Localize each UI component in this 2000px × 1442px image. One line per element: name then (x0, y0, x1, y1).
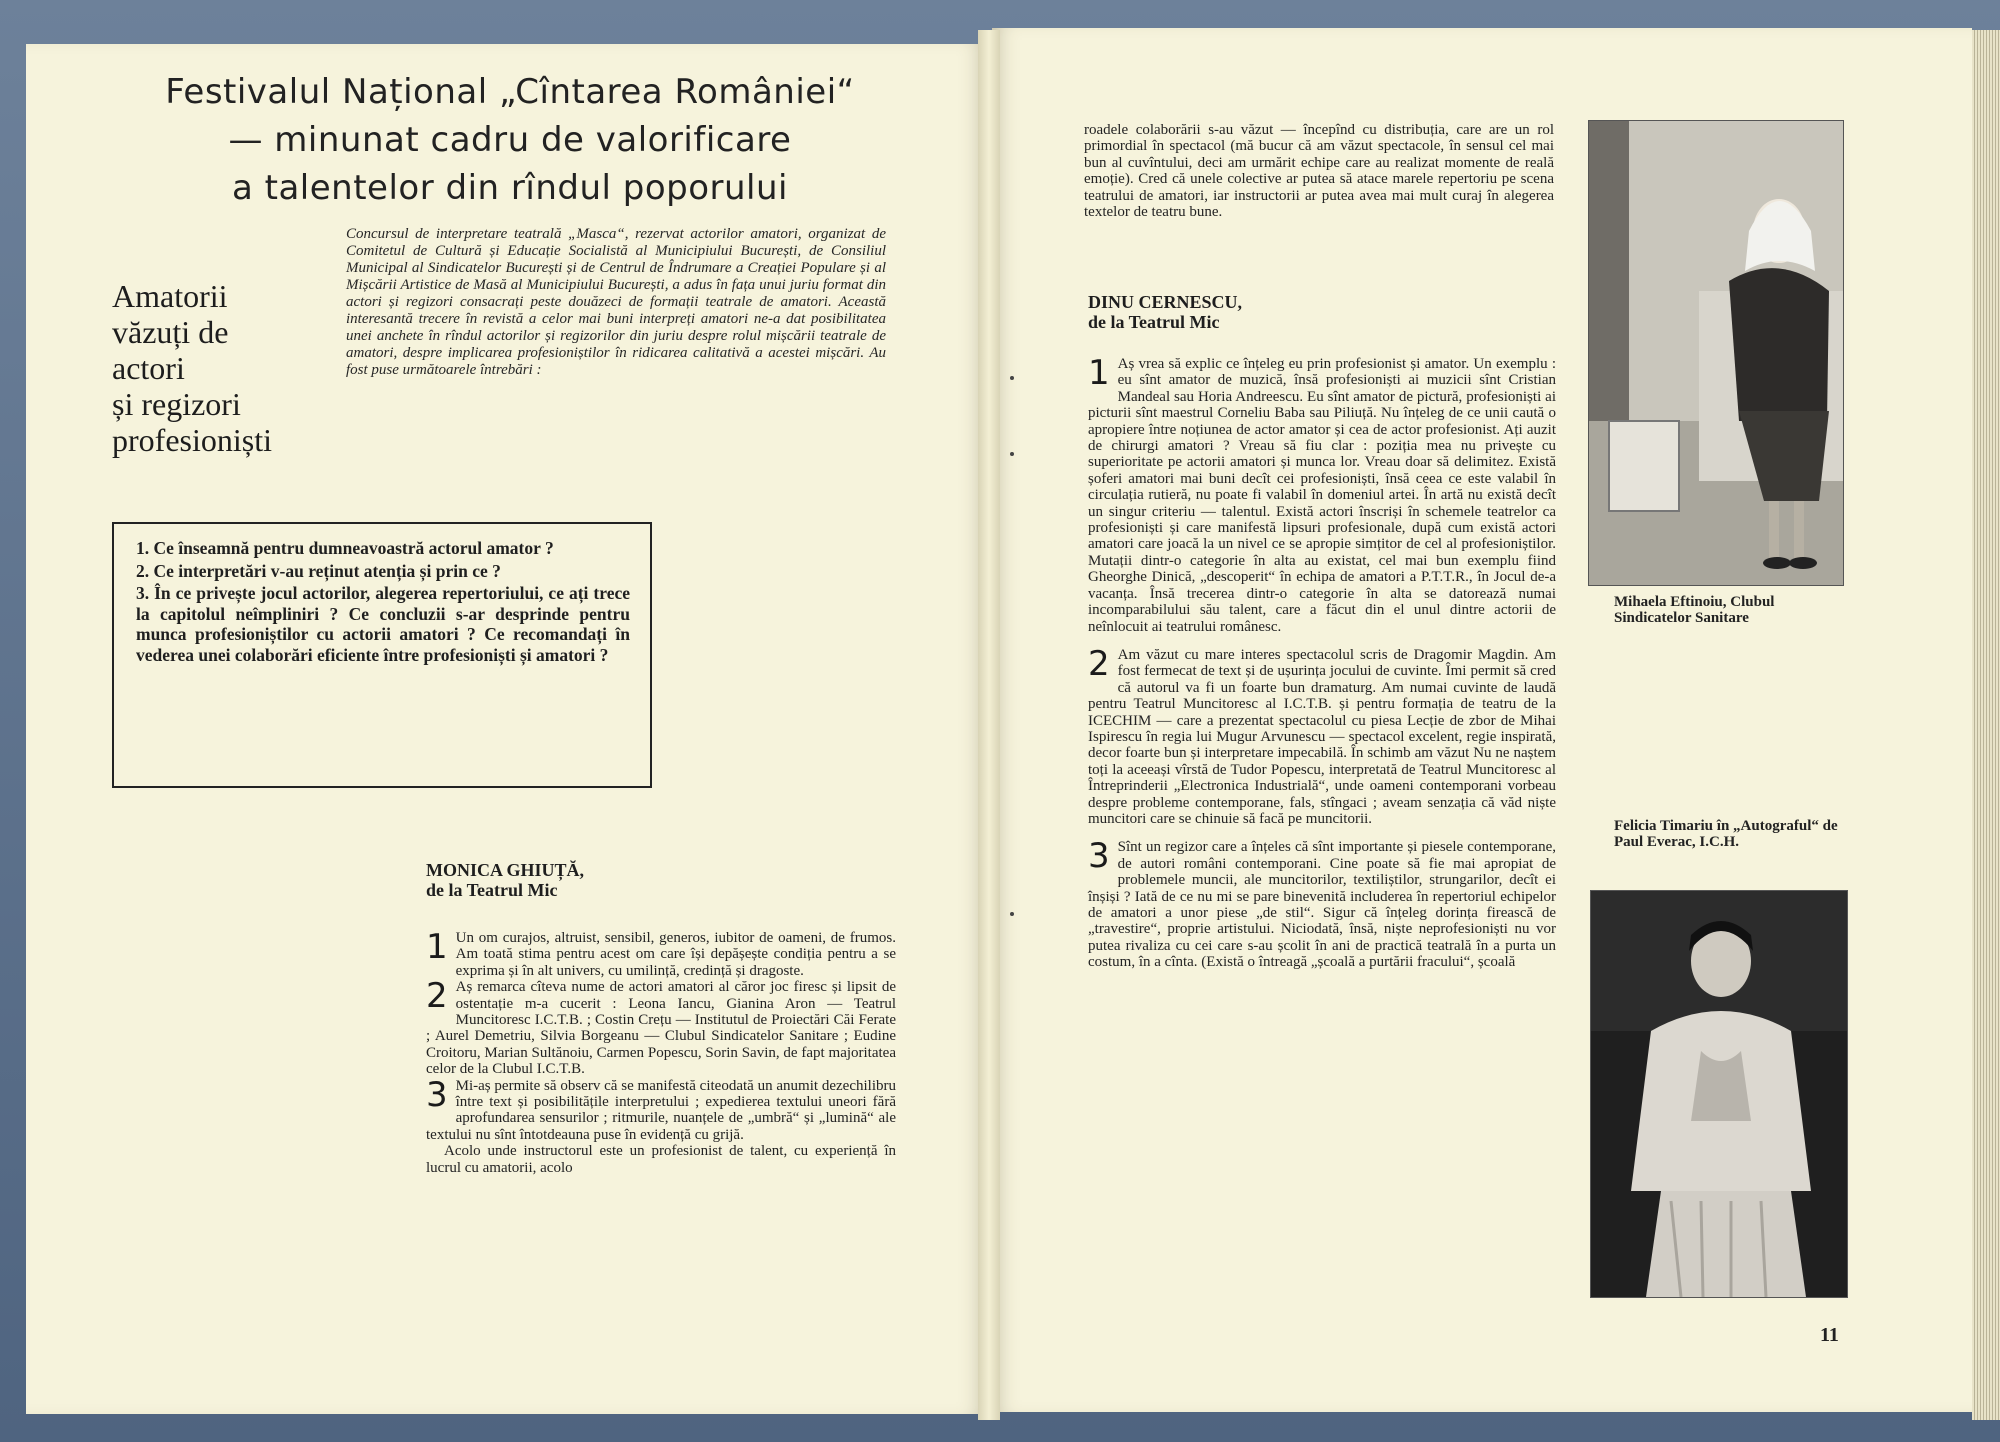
answer-2 (1088, 643, 1556, 827)
margin-dot (1010, 376, 1014, 380)
section-title-line: Amatorii (112, 278, 228, 314)
monica-answers (426, 927, 896, 1176)
intro-paragraph: Concursul de interpretare teatrală „Masca“, rezervat actorilor amatori, organizat de Comitetul de Cultură și Educație Socialistă al Municipiului București, de Consiliul Municipal al Sindicatelor București și de Centrul de Îndrumare a Creației Populare și al Mișcării Artistice de Masă al Municipiului București, a adus în fața unui juriu format din actori și regizori consacrați peste douăzeci de formații teatrale de amatori. Această interesantă trecere în revistă a celor mai buni interpreți amatori ne-a dat posibilitatea unei anchete în rîndul actorilor și regizorilor din juriu despre rolul mișcării teatrale de amatori, despre implicarea profesioniștilor în ridicarea calitativă a acestei mișcări. Au fost puse următoarele întrebări : (346, 226, 886, 378)
headline-line-1: Festivalul Național „Cîntarea României“ (165, 72, 855, 112)
page-edges (1972, 30, 2000, 1420)
page-number: 11 (1820, 1324, 1839, 1346)
photo-2-caption: Felicia Timariu în „Autograful“ de Paul Everac, I.C.H. (1614, 818, 1838, 850)
answer-text: Sînt un regizor care a înțeles că sînt importante și piesele contemporane, de autori români contemporani. Cine poate să fie mai apropiat de problemele muncii, ale muncitorilor, textiliștilor, strungarilor, decît ei înșiși ? Iată de ce nu mi se pare binevenită includerea în repertoriul echipelor de amatori a unor piese „de stil“. Sigur că înțeleg dorința firească de „travestire“, proprie artistului. Niciodată, însă, niște neprofesioniști nu vor putea rivaliza cu cei care s-au școlit în ani de practică teatrală în a purta un costum, în a cînta. (Există o întreagă „școală a purtării fracului“, școală (1088, 839, 1556, 971)
author-monica (426, 860, 584, 900)
answer-text: Un om curajos, altruist, sensibil, generos, iubitor de oameni, de frumos. Am toată stima pentru acest om care își depășește condiția pentru a se exprima și în alt univers, cu umilință, credință și dragoste. (455, 930, 896, 979)
answer-number: 1 (1088, 353, 1110, 393)
section-title-line: și regizori (112, 386, 241, 422)
section-title-line: profesioniști (112, 422, 272, 458)
continuation-paragraph: roadele colaborării s-au văzut — începînd cu distribuția, care are un rol primordial în spectacol (mă bucur că am văzut spectacole, în sensul cel mai bun al cuvîntului, deci am urmărit echipe care au realizat momente de reală emoție). Cred că unele colective ar putea să atace marele repertoriu pe scena teatrului de amatori, iar instructorii ar putea avea mai mult curaj în alegerea textelor de teatru bune. (1084, 122, 1554, 221)
photo-felicia-timariu (1590, 890, 1848, 1298)
question-1: 1. Ce înseamnă pentru dumneavoastră actorul amator ? (136, 538, 554, 558)
question-2: 2. Ce interpretări v-au reținut atenția și prin ce ? (136, 560, 501, 581)
headline-line-2: — minunat cadru de valorificare (228, 120, 792, 160)
answer-3-continued: Acolo unde instructorul este un profesionist de talent, cu experiență în lucrul cu amatorii, acolo (426, 1143, 896, 1176)
answer-number: 3 (426, 1074, 448, 1115)
photo-image (1589, 121, 1843, 585)
article-headline (110, 68, 910, 212)
author-name: MONICA GHIUȚĂ, (426, 860, 585, 880)
answer-3 (1088, 836, 1556, 971)
margin-dot (1010, 452, 1014, 456)
section-title (112, 278, 292, 458)
question-3: 3. În ce privește jocul actorilor, alegerea repertoriului, ce ați trece la capitolul neîmpliniri ? Ce concluzii s-ar desprinde pentru munca profesioniștilor cu actorii amatori ? Ce recomandați în vederea unei colaborări eficiente între profesioniști și amatori ? (136, 583, 630, 665)
answer-1 (426, 927, 896, 979)
photo-mihaela-eftinoiu (1588, 120, 1844, 586)
headline-line-3: a talentelor din rîndul poporului (232, 168, 788, 208)
photo-image (1591, 891, 1847, 1297)
author-theatre: de la Teatrul Mic (426, 880, 558, 900)
answer-number: 2 (426, 976, 448, 1017)
author-dinu (1088, 292, 1242, 332)
answer-text: Aș vrea să explic ce înțeleg eu prin profesionist și amator. Un exemplu : eu sînt amator de muzică, însă profesioniști ai muzicii sînt Cristian Mandeal sau Horia Andreescu. Eu sînt amator de pictură, profesioniști ai picturii sînt maestrul Corneliu Baba sau Piliuță. Nu înțeleg de ce unii caută o apropiere între noțiunea de actor amator și cea de actor profesionist. Ați auzit de chirurgi amatori ? Vreau să fiu clar : poziția mea nu privește cu superioritate pe actorii amatori și munca lor. Vreau doar să delimitez. Există șoferi amatori mai buni decît cei profesioniști, însă ceea ce este valabil în circulația rutieră, nu poate fi valabil în domeniul artei. În artă nu există decît un singur criteriu — talentul. Există actori înscriși în schemele teatrelor ca profesioniști și care manifestă lipsuri profesionale, după cum există actori amatori care joacă la un nivel ce se apropie simțitor de cel al profesioniștilor. Mutații dintr-o categorie în alta au existat, cel mai bun exemplu fiind Gheorghe Dinică, „descoperit“ în echipa de amatori a P.T.T.R., în Jocul de-a vacanța. Însă trecerea dintr-o categorie în alta se datorează numai incomparabilului său talent, care a făcut din el unul dintre actorii de neînlocuit ai teatrului românesc. (1088, 356, 1556, 635)
author-name: DINU CERNESCU, (1088, 292, 1243, 312)
answer-text: Mi-aș permite să observ că se manifestă citeodată un anumit dezechilibru între text și posibilitățile interpretului ; expedierea textului uneori fără aprofundarea sensurilor ; ritmurile, nuanțele de „umbră“ și „lumină“ ale textului nu sînt întotdeauna puse în evidență cu grijă. (426, 1077, 896, 1143)
answer-1 (1088, 353, 1556, 635)
answer-number: 2 (1088, 643, 1110, 684)
section-title-line: văzuți de (112, 314, 229, 350)
answer-text: Aș remarca cîteva nume de actori amatori al căror joc firesc și lipsit de ostentație m-a cucerit : Leona Iancu, Gianina Aron — Teatrul Muncitoresc I.C.T.B. ; Costin Crețu — Institutul de Proiectări Căi Ferate ; Aurel Demetriu, Silvia Borgeanu — Clubul Sindicatelor Sanitare ; Eudine Croitoru, Marian Sultănoiu, Carmen Popescu, Sorin Savin, de fapt majoritatea celor de la Clubul I.C.T.B. (426, 979, 896, 1078)
answer-number: 1 (426, 927, 448, 967)
answer-3 (426, 1074, 896, 1144)
answer-2 (426, 976, 896, 1078)
answer-number: 3 (1088, 836, 1110, 877)
dinu-answers (1088, 353, 1556, 971)
questions-box (112, 522, 652, 788)
author-theatre: de la Teatrul Mic (1088, 312, 1220, 332)
margin-dot (1010, 912, 1014, 916)
photo-1-caption: Mihaela Eftinoiu, Clubul Sindicatelor Sanitare (1614, 594, 1775, 626)
answer-text: Am văzut cu mare interes spectacolul scris de Dragomir Magdin. Am fost fermecat de text și de ușurința jocului de cuvinte. Îmi permit să cred că autorul va fi un foarte bun dramaturg. Am numai cuvinte de laudă pentru Teatrul Muncitoresc al I.C.T.B. și pentru formația de teatru de la ICECHIM — care a prezentat spectacolul cu piesa Lecție de zbor de Mihai Ispirescu în regia lui Mugur Arvunescu — spectacol excelent, regie inspirată, decor foarte bun și interpretare impecabilă. În schimb am văzut Nu ne naștem toți la aceeași vîrstă de Tudor Popescu, interpretată de Teatrul Muncitoresc al Întreprinderii „Electronica Industrială“, unde oameni contemporani vorbeau despre probleme contemporane, fals, stîngaci ; aveam senzația că văd niște muncitori care se chinuie să facă pe muncitorii. (1088, 646, 1556, 827)
section-title-line: actori (112, 350, 185, 386)
book-gutter (978, 30, 1000, 1420)
